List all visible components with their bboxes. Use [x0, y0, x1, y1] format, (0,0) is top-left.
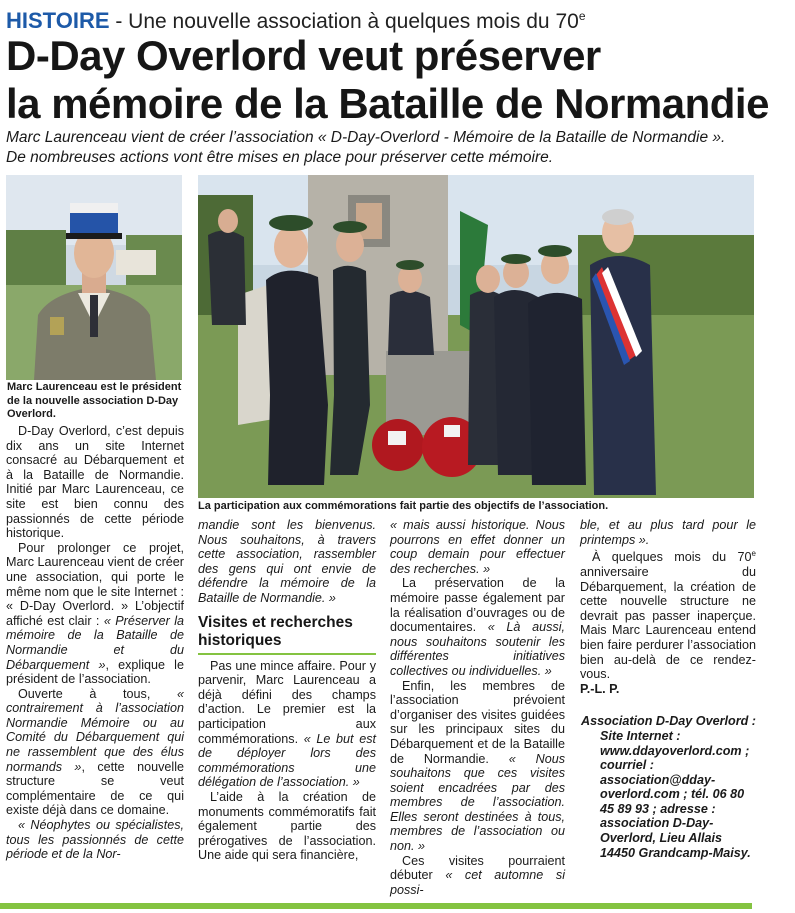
article-column-3	[390, 518, 565, 897]
paragraph	[198, 659, 376, 790]
paragraph-text: Pour prolonger ce projet, Marc Laurenceau vient de créer une association, qui porte le même nom que le site Internet : « D-Day Overlord. » L’objectif affiché est clair :	[6, 540, 184, 628]
paragraph-quote: « Nous souhaitons que ces visites soient encadrées par des membres de l’association. Elles seront destinées à tous, membres de l’association ou non. »	[390, 751, 565, 854]
article-column-2	[198, 518, 376, 863]
paragraph	[6, 541, 184, 687]
paragraph	[390, 576, 565, 678]
article-column-1	[6, 424, 184, 862]
paragraph-quote: mandie sont les bienvenus. Nous souhaitons, à travers cette association, rassembler des gens qui ont envie de défendre la mémoire de la Bataille de Normandie. »	[198, 518, 376, 605]
rubric-label: HISTOIRE	[6, 8, 110, 33]
paragraph	[6, 818, 184, 862]
paragraph-quote: « Là aussi, nous souhaitons soutenir les différentes initiatives collectives ou individuelles. »	[390, 620, 565, 678]
ceremony-photo	[198, 175, 754, 498]
paragraph	[390, 679, 565, 854]
paragraph-text: , cette nouvelle structure se veut complémentaire de ce qui existe déjà dans ce domaine.	[6, 759, 184, 818]
contact-box	[580, 714, 756, 860]
paragraph: L’aide à la création de monuments commémoratifs fait également partie des prérogatives de l’association. Une aide qui sera financière,	[198, 789, 376, 863]
headline-line-2: la mémoire de la Bataille de Normandie	[6, 80, 769, 127]
paragraph-text: Enfin, les membres de l’association prévoient d’organiser des visites guidées sur les principaux sites du Débarquement et de la Bataille de Normandie.	[390, 678, 565, 766]
paragraph	[6, 687, 184, 818]
paragraph-quote: « Néophytes ou spécialistes, tous les passionnés de cette période et de la Nor-	[6, 818, 184, 862]
kicker	[6, 2, 656, 33]
kicker-subtitle-sup: e	[578, 9, 586, 23]
bottom-rule	[0, 903, 752, 909]
paragraph-quote: « cet automne si possi-	[390, 868, 565, 897]
paragraph	[198, 518, 376, 606]
article-column-4	[580, 518, 756, 860]
lead-line-1: Marc Laurenceau vient de créer l’association « D-Day-Overlord - Mémoire de la Bataille de Normandie ».	[6, 129, 726, 146]
paragraph-quote: « Préserver la mémoire de la Bataille de Normandie et du Débarquement »	[6, 613, 184, 672]
kicker-subtitle-text: - Une nouvelle association à quelques mois du 70	[109, 10, 579, 33]
paragraph-text: Ces visites pourraient débuter	[390, 853, 565, 883]
paragraph: D-Day Overlord, c’est depuis dix ans un site Internet consacré au Débarquement et à la Bataille de Normandie. Initié par Marc Laurenceau, ce site est bien connu des passionnés de cette période historique.	[6, 424, 184, 541]
section-subheading: Visites et recherches historiques	[198, 614, 376, 655]
paragraph-sup: e	[751, 549, 756, 559]
paragraph	[580, 518, 756, 547]
paragraph-quote: « mais aussi historique. Nous pourrons en effet donner un coup demain pour effectuer des recherches. »	[390, 518, 565, 576]
portrait-photo	[6, 175, 182, 380]
paragraph-text: La préservation de la mémoire passe également par la réalisation d’ouvrages ou de documentaires.	[390, 576, 565, 635]
contact-details: Site Internet : www.ddayoverlord.com ; courriel : association@dday-overlord.com ; tél. 06 80 45 89 93 ; adresse : association D-Day-Overlord, Lieu Allais 14450 Grandcamp-Maisy.	[600, 728, 751, 860]
paragraph	[580, 547, 756, 682]
lead-paragraph	[6, 128, 786, 168]
paragraph-text: , explique le président de l’association.	[6, 657, 184, 687]
paragraph-quote: ble, et au plus tard pour le printemps ».	[580, 518, 756, 547]
kicker-subtitle	[110, 10, 586, 33]
paragraph-text: À quelques mois du 70	[592, 550, 752, 565]
paragraph-quote: « contrairement à l’association Normandie Mémoire ou au Comité du Débarquement qui ne rassemblent que des élus normands »	[6, 686, 184, 774]
paragraph-quote: « Le but est de déployer lors des commémorations une délégation de l’association. »	[198, 731, 376, 790]
paragraph-text: anniversaire du Débarquement, la création de cette nouvelle structure ne devrait pas passer inaperçue. Mais Marc Laurenceau entend bien faire perdurer l’association bien au-delà de ce rendez-vous.	[580, 564, 756, 682]
paragraph	[390, 854, 565, 898]
paragraph-text: Pas une mince affaire. Pour y parvenir, Marc Laurenceau a déjà défini des champs d’action. Le premier est la participation aux commémorations.	[198, 658, 376, 746]
ceremony-caption: La participation aux commémorations fait partie des objectifs de l’association.	[198, 500, 609, 512]
headline	[6, 32, 769, 128]
paragraph	[390, 518, 565, 576]
portrait-caption: Marc Laurenceau est le président de la nouvelle association D-Day Overlord.	[7, 381, 182, 420]
contact-title: Association D-Day Overlord :	[581, 714, 756, 729]
paragraph-text: Ouverte à tous,	[18, 686, 177, 701]
lead-line-2: De nombreuses actions vont être mises en place pour préserver cette mémoire.	[6, 149, 554, 166]
author-signature: P.-L. P.	[580, 681, 620, 696]
headline-line-1: D-Day Overlord veut préserver	[6, 32, 601, 79]
